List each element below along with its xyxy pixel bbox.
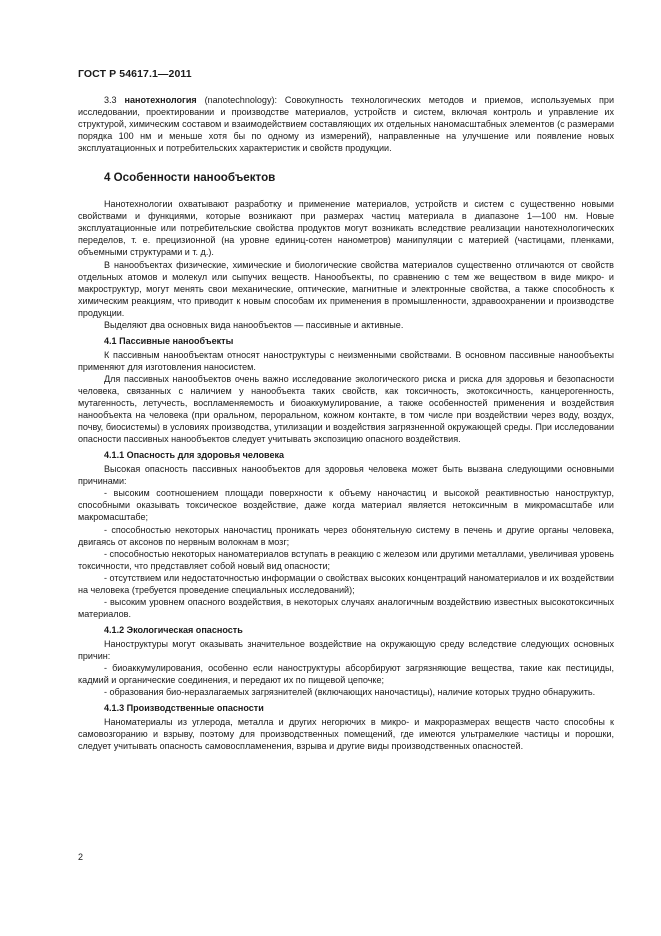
list-item: - образования био-неразлагаемых загрязнителей (включающих наночастицы), наличие которых трудно обнаружить.	[104, 687, 596, 698]
paragraph: В нанообъектах физические, химические и биологические свойства материалов существенно отличаются от свойств отдельных атомов и молекул или сыпучих веществ. Нанообъекты, по сравнению с тем же веществом в виде микро- и макроструктур, могут менять свои механические, оптические, магнитные и электронные свойства, а также способность к химическим реакциям, что приводит к новым способам их применения в промышленности, здравоохранении и производстве продукции.	[78, 259, 614, 318]
paragraph: Наноструктуры могут оказывать значительное воздействие на окружающую среду вследствие следующих основных причин:	[78, 638, 614, 661]
clause-number: 3.3	[104, 95, 117, 105]
list-item: - способностью некоторых наноматериалов вступать в реакцию с железом или другими металлами, увеличивая уровень токсичности, что представляет собой новый вид опасности;	[78, 548, 614, 571]
document-header: ГОСТ Р 54617.1—2011	[78, 68, 192, 80]
list-item: - отсутствием или недостаточностью информации о свойствах высоких концентраций наноматериалов и их воздействии на человека (требуется проведение специальных исследований);	[78, 572, 614, 595]
section-4-1-1-title: 4.1.1 Опасность для здоровья человека	[104, 450, 285, 461]
list-item: - высоким соотношением площади поверхности к объему наночастиц и высокой реактивностью наноструктур, способными оказывать токсическое воздействие, даже когда материал является нетоксичным в микромасштабе или макромасштабе;	[78, 488, 614, 523]
paragraph: Высокая опасность пассивных нанообъектов для здоровья человека может быть вызвана следующими основными причинами:	[78, 464, 614, 487]
clause-term: нанотехнология	[124, 95, 197, 105]
paragraph: Нанотехнологии охватывают разработку и применение материалов, устройств и систем с существенно новыми свойствами и функциями, которые возникают при размерах частиц материала в диапазоне 1—100 нм. Новые эксплуатационные или потребительские свойства продуктов могут возникать вследствие реализации нанотехнологических переделов, т. е. прецизионной (на уровне единиц-сотен нанометров) манипуляции с материей (частицами, пленками, объемными структурами и т. д.).	[78, 199, 614, 258]
list-item: - биоаккумулирования, особенно если наноструктуры абсорбируют загрязняющие вещества, такие как пестициды, кадмий и органические соединения, и передают их по пищевой цепочке;	[78, 663, 614, 686]
clause-text: (nanotechnology): Совокупность технологических методов и приемов, используемых при исследовании, проектировании и производстве материалов, устройств и систем, включая контроль и управление их структурой, химическим составом и взаимодействием составляющих их отдельных наномасштабных элементов (с размерами порядка 100 нм и меньше хотя бы по одному из измерений), направленные на улучшение или появление новых эксплуатационных и потребительских характеристик и свойств продукции.	[78, 95, 615, 154]
page-number: 2	[78, 852, 84, 862]
clause-3-3	[78, 94, 614, 154]
paragraph: Выделяют два основных вида нанообъектов — пассивные и активные.	[104, 319, 404, 330]
section-4-1-3-title: 4.1.3 Производственные опасности	[104, 703, 264, 714]
section-4-1-title: 4.1 Пассивные нанообъекты	[104, 335, 234, 346]
document-body	[78, 94, 614, 752]
paragraph: Для пассивных нанообъектов очень важно исследование экологического риска и риска для здоровья и безопасности человека, связанных с наличием у нанообъекта таких свойств, как токсичность, экотоксичность, канцерогенность, мутагенность, летучесть, воспламеняемость и биоаккумулирование, а также особенностей применения и воздействия нанообъекта на человека (при оральном, пероральном, кожном контакте, в том числе при воздействии через воду, воздух, почву, биосистемы) в условиях производства, утилизации и воздействия загрязненной окружающей среды. При исследовании опасности пассивных нанообъектов следует учитывать экспозицию опасного воздействия.	[78, 373, 614, 445]
paragraph: К пассивным нанообъектам относят наноструктуры с неизменными свойствами. В основном пассивные нанообъекты применяют для изготовления наносистем.	[78, 349, 614, 372]
list-item: - высоким уровнем опасного воздействия, в некоторых случаях аналогичным воздействию известных высокотоксичных материалов.	[78, 596, 614, 619]
paragraph: Наноматериалы из углерода, металла и других негорючих в микро- и макроразмерах веществ часто способны к самовозгоранию и взрыву, поэтому для производственных помещений, где имеются ультрамелкие частицы и порошки, следует учитывать опасность самовоспламенения, взрыва и другие виды производственных опасностей.	[78, 717, 614, 752]
list-item: - способностью некоторых наночастиц проникать через обонятельную систему в печень и другие органы человека, двигаясь от аксонов по нервным волокнам в мозг;	[78, 524, 614, 547]
section-4-1-2-title: 4.1.2 Экологическая опасность	[104, 624, 243, 635]
section-4-title: 4 Особенности нанообъектов	[104, 171, 276, 185]
